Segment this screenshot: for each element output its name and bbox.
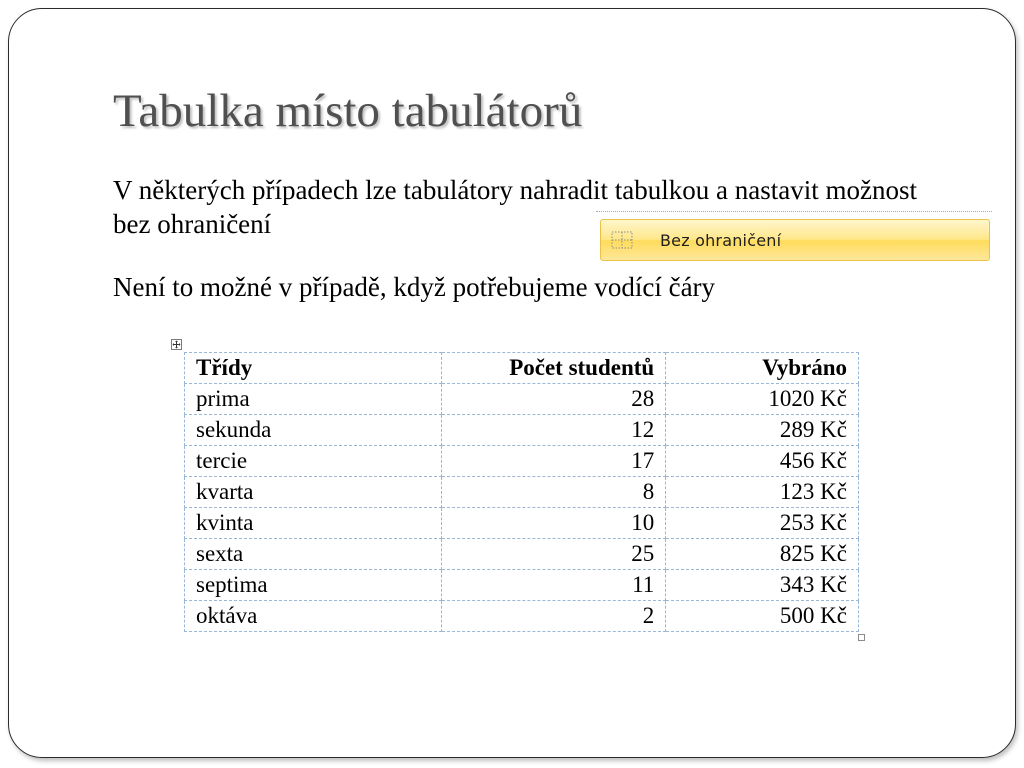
table-row — [185, 570, 859, 601]
paragraph-vodici-cary: Není to možné v případě, když potřebujeme vodící čáry — [113, 272, 716, 302]
table-row — [185, 601, 859, 632]
cell-pocet: 10 — [441, 508, 666, 539]
table-row — [185, 384, 859, 415]
cell-pocet: 28 — [441, 384, 666, 415]
paragraph-tabulky: V některých případech lze tabulátory nahradit tabulkou a nastavit možnost bez ohraničení — [113, 175, 917, 239]
slide-title: Tabulka místo tabulátorů — [113, 85, 583, 137]
cell-trida: oktáva — [185, 601, 442, 632]
table-row — [185, 477, 859, 508]
cell-vybrano: 343 Kč — [666, 570, 859, 601]
cell-vybrano: 825 Kč — [666, 539, 859, 570]
header-tridy: Třídy — [185, 353, 442, 384]
cell-trida: kvarta — [185, 477, 442, 508]
cell-vybrano: 253 Kč — [666, 508, 859, 539]
cell-trida: kvinta — [185, 508, 442, 539]
table-move-handle-icon[interactable] — [171, 339, 182, 350]
cell-trida: sekunda — [185, 415, 442, 446]
cell-trida: sexta — [185, 539, 442, 570]
table-row — [185, 415, 859, 446]
cell-trida: tercie — [185, 446, 442, 477]
cell-vybrano: 1020 Kč — [666, 384, 859, 415]
table-row — [185, 508, 859, 539]
cell-vybrano: 500 Kč — [666, 601, 859, 632]
cell-pocet: 12 — [441, 415, 666, 446]
cell-trida: septima — [185, 570, 442, 601]
cell-pocet: 25 — [441, 539, 666, 570]
table-row — [185, 539, 859, 570]
class-table — [184, 352, 859, 632]
cell-pocet: 17 — [441, 446, 666, 477]
no-border-icon — [610, 230, 634, 250]
table-row — [185, 446, 859, 477]
table-resize-handle[interactable] — [858, 634, 865, 641]
header-pocet-studentu: Počet studentů — [441, 353, 666, 384]
cell-vybrano: 289 Kč — [666, 415, 859, 446]
no-border-option[interactable] — [600, 219, 990, 261]
cell-pocet: 11 — [441, 570, 666, 601]
cell-pocet: 2 — [441, 601, 666, 632]
ribbon-separator — [596, 211, 992, 212]
header-vybrano: Vybráno — [666, 353, 859, 384]
cell-vybrano: 456 Kč — [666, 446, 859, 477]
cell-pocet: 8 — [441, 477, 666, 508]
table-header-row — [185, 353, 859, 384]
no-border-label: Bez ohraničení — [660, 230, 782, 250]
cell-trida: prima — [185, 384, 442, 415]
cell-vybrano: 123 Kč — [666, 477, 859, 508]
